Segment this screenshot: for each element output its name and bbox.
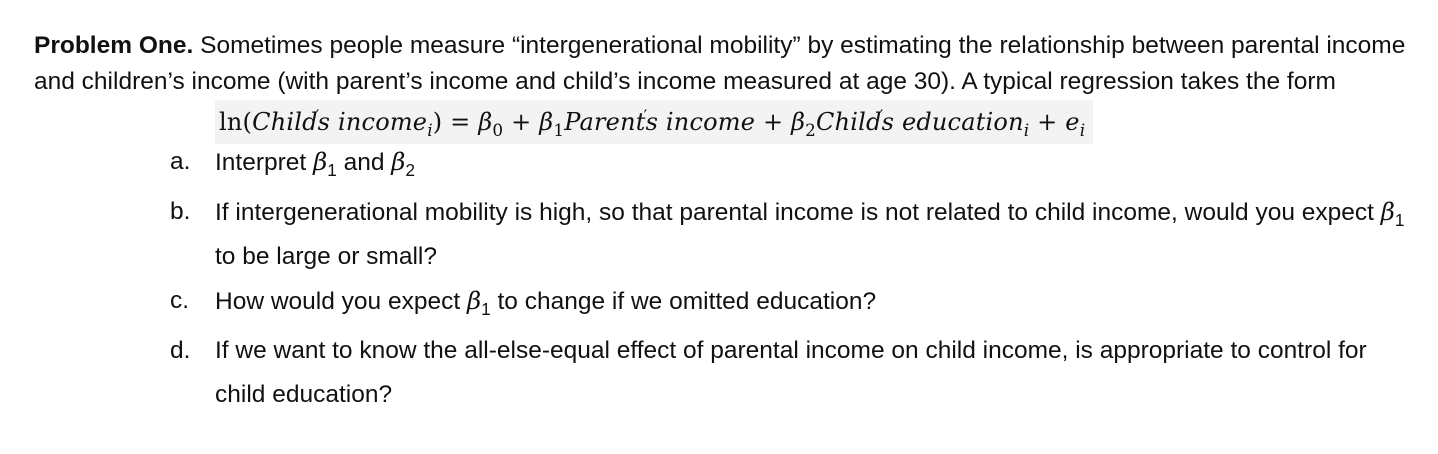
problem-document — [34, 28, 1414, 417]
question-b: b. If intergenerational mobility is high, so that parental income is not related to child income, would you expect $\beta_1$ to be large or small? — [34, 190, 1414, 279]
question-marker: b. — [170, 198, 191, 225]
regression-equation-row — [215, 100, 1414, 144]
question-marker: d. — [170, 337, 191, 364]
question-a: a. Interpret $\beta_1$ and $\beta_2$ — [34, 144, 1414, 181]
eq-error-term: $e_i$ — [1065, 108, 1086, 140]
problem-intro — [34, 28, 1414, 100]
question-marker: c. — [170, 287, 190, 314]
question-c: c. How would you expect $\beta_1$ to change if we omitted education? — [34, 283, 1414, 320]
question-list — [34, 144, 1414, 417]
problem-heading: Problem One. — [34, 32, 194, 59]
eq-beta2-term: $\beta_2Childs$ education$_i$ — [791, 108, 1030, 140]
eq-child-term: Childs income$_i$ — [252, 108, 433, 140]
problem-intro-text: Sometimes people measure “intergenerational mobility” by estimating the relationship between parental income and children’s income (with parent’s income and child’s income measured at age 30). A typical regression takes the form — [34, 32, 1406, 95]
eq-beta1-term: $\beta_1Parents$ income — [539, 108, 763, 140]
question-d — [34, 329, 1414, 417]
regression-equation: ln(Childs income$_i$) = $\beta_0$ + $\beta_1Parents$ income + $\beta_2Childs$ education$_i$ + $e_i$ — [215, 100, 1093, 144]
question-d-text: If we want to know the all-else-equal effect of parental income on child income, is appropriate to control for child education? — [215, 337, 1367, 408]
question-marker: a. — [170, 148, 191, 175]
eq-beta0: $\beta_0$ — [478, 108, 504, 140]
